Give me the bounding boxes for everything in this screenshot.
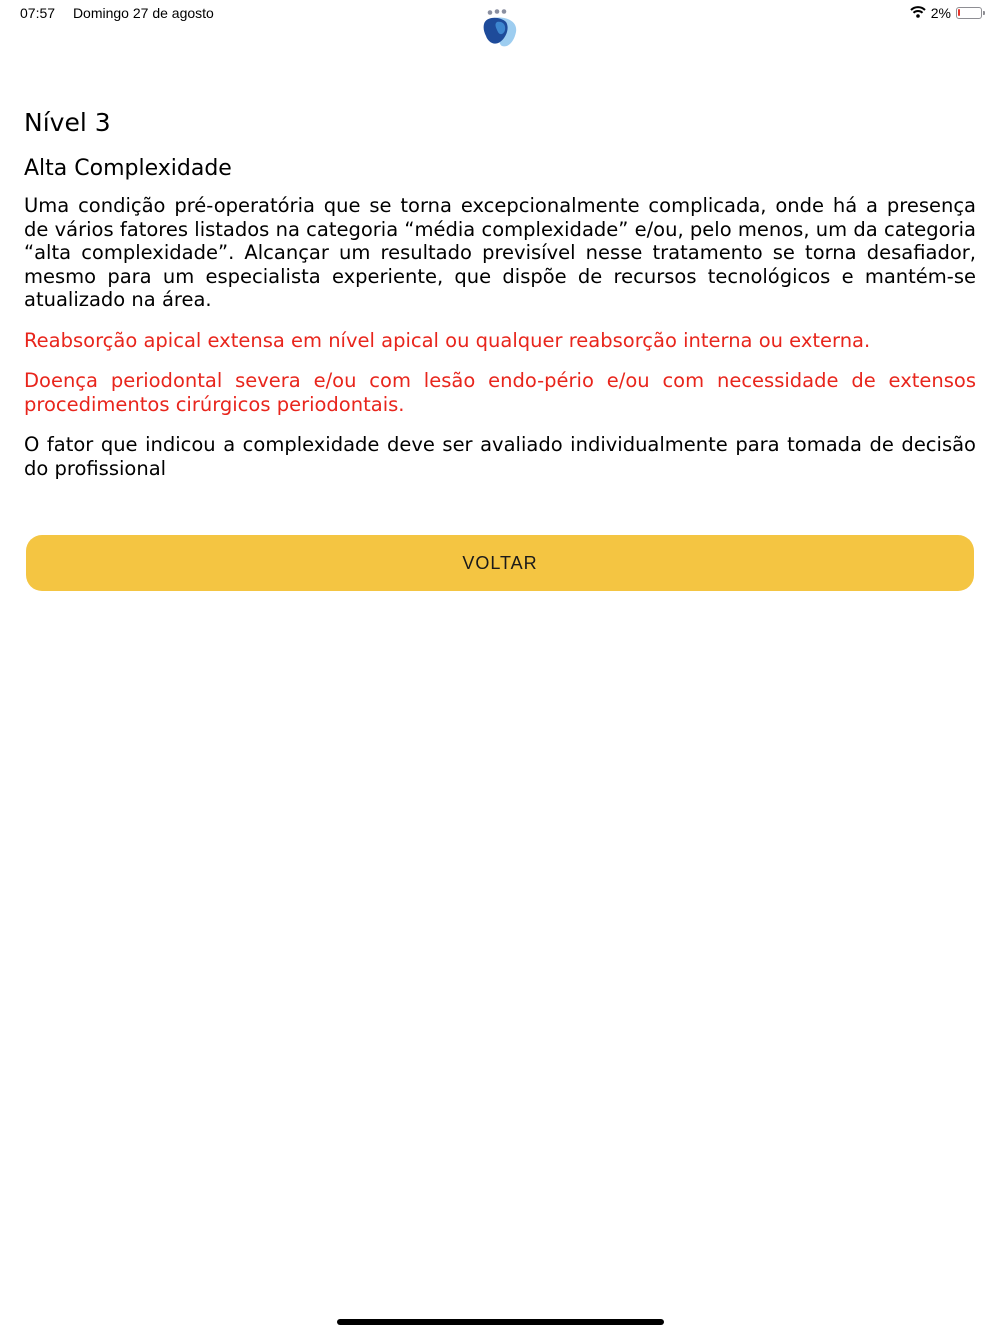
wifi-icon bbox=[910, 5, 926, 21]
battery-icon bbox=[956, 7, 982, 19]
back-button[interactable] bbox=[26, 535, 974, 591]
description-paragraph: Uma condição pré-operatória que se torna excepcionalmente complicada, onde há a presença de vários fatores listados na categoria “média complexidade” e/ou, pelo menos, um da categoria “alta complexidade”. Alcançar um resultado previsível nesse tratamento se torna desafiador, mesmo para um especialista experiente, que dispõe de recursos tecnológicos e mantém-se atualizado na área. bbox=[24, 194, 976, 311]
factor-resorption: Reabsorção apical extensa em nível apical ou qualquer reabsorção interna ou externa. bbox=[24, 328, 871, 352]
status-right bbox=[910, 5, 982, 21]
home-indicator[interactable] bbox=[337, 1319, 664, 1325]
page-title: Nível 3 bbox=[24, 108, 111, 137]
battery-fill bbox=[958, 9, 960, 16]
status-left bbox=[20, 5, 214, 21]
factor-periodontal: Doença periodontal severa e/ou com lesão endo-pério e/ou com necessidade de extensos procedimentos cirúrgicos periodontais. bbox=[24, 369, 976, 416]
status-date: Domingo 27 de agosto bbox=[72, 5, 214, 21]
status-time: 07:57 bbox=[20, 5, 56, 21]
note-paragraph: O fator que indicou a complexidade deve ser avaliado individualmente para tomada de decisão do profissional bbox=[24, 433, 976, 480]
page-subtitle: Alta Complexidade bbox=[24, 156, 232, 181]
main-content bbox=[24, 106, 976, 497]
battery-percent: 2% bbox=[930, 5, 951, 21]
app-logo-icon bbox=[480, 8, 520, 48]
back-button-label: VOLTAR bbox=[462, 552, 538, 573]
status-bar bbox=[0, 0, 1000, 28]
